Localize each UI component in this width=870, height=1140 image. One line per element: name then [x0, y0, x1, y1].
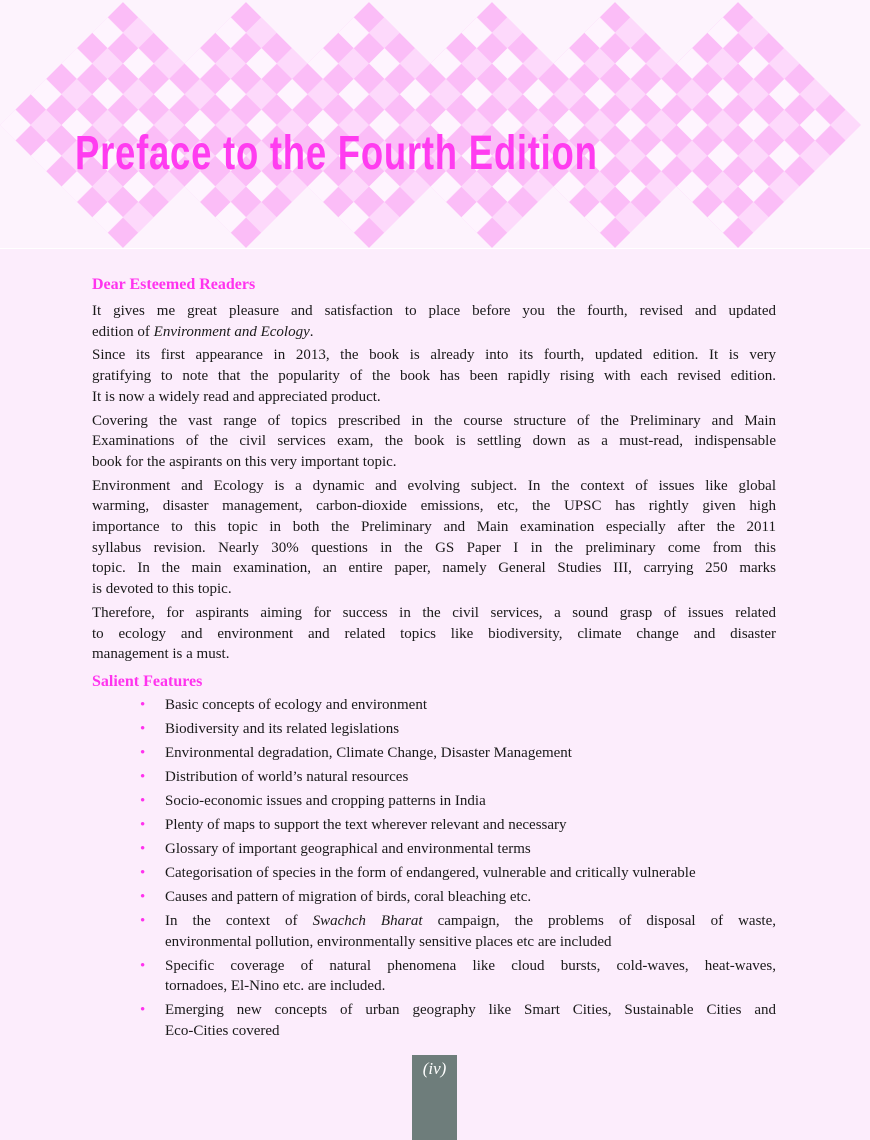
text-run: Glossary of important geographical and environmental terms	[165, 840, 531, 857]
text-run: Emerging new concepts of urban geography like Smart Cities, Sustainable Cities and	[165, 1002, 776, 1019]
text-line	[92, 603, 776, 624]
italic-title: Swachch Bharat	[312, 912, 423, 929]
text-line	[165, 932, 776, 953]
text-line	[165, 887, 776, 908]
text-line	[92, 517, 776, 538]
list-item	[92, 956, 776, 997]
text-run: warming, disaster management, carbon-dioxide emissions, etc, the UPSC has rightly given high	[92, 498, 776, 515]
text-run: management is a must.	[92, 646, 230, 663]
page-number: (iv)	[422, 1059, 447, 1078]
header-banner	[0, 0, 870, 249]
italic-title: Environment and Ecology	[153, 323, 310, 340]
text-run: Since its first appearance in 2013, the book is already into its fourth, updated edition. It is very	[92, 347, 776, 364]
list-item	[92, 815, 776, 836]
text-line	[165, 863, 776, 884]
list-item	[92, 767, 776, 788]
paragraph	[92, 603, 776, 665]
bullet-icon: •	[140, 888, 146, 905]
text-run: is devoted to this topic.	[92, 581, 232, 598]
text-run: It gives me great pleasure and satisfaction to place before you the fourth, revised and updated	[92, 303, 776, 319]
text-line	[92, 322, 776, 343]
text-line	[165, 695, 776, 716]
text-run: Categorisation of species in the form of endangered, vulnerable and critically vulnerable	[165, 864, 696, 881]
text-run: Environmental degradation, Climate Change, Disaster Management	[165, 744, 572, 761]
text-run: campaign, the problems of disposal of waste,	[422, 912, 776, 929]
text-run: Eco-Cities covered	[165, 1023, 280, 1040]
list-item	[92, 887, 776, 908]
checkered-diamond-pattern	[0, 0, 870, 248]
text-run: book for the aspirants on this very important topic.	[92, 453, 397, 470]
text-line	[165, 1021, 776, 1042]
text-run: importance to this topic in both the Preliminary and Main examination especially after the 2011	[92, 519, 776, 536]
text-line	[92, 476, 776, 497]
page-number-tab	[412, 1055, 457, 1140]
text-run: Examinations of the civil services exam, the book is settling down as a must-read, indispensable	[92, 433, 776, 450]
text-run: edition of	[92, 323, 154, 340]
bullet-icon: •	[140, 768, 146, 785]
text-line	[92, 345, 776, 366]
text-run: It is now a widely read and appreciated product.	[92, 388, 381, 405]
text-run: Distribution of world’s natural resources	[165, 768, 409, 785]
text-line	[165, 743, 776, 764]
list-item	[92, 839, 776, 860]
paragraph	[92, 476, 776, 600]
section-heading: Salient Features	[92, 672, 203, 690]
text-line	[165, 976, 776, 997]
text-line	[165, 911, 776, 932]
text-run: Basic concepts of ecology and environment	[165, 696, 428, 713]
list-item	[92, 863, 776, 884]
list-item	[92, 743, 776, 764]
list-item	[92, 791, 776, 812]
bullet-icon: •	[140, 792, 146, 809]
bullet-icon: •	[140, 957, 146, 974]
checkered-diamond	[615, 2, 861, 248]
text-line	[165, 719, 776, 740]
bullet-icon: •	[140, 912, 146, 929]
text-line	[165, 1000, 776, 1021]
text-run: Socio-economic issues and cropping patterns in India	[165, 792, 486, 809]
text-line	[92, 366, 776, 387]
text-line	[92, 496, 776, 517]
paragraph	[92, 345, 776, 407]
text-line	[92, 538, 776, 559]
text-line	[92, 301, 776, 322]
list-item	[92, 911, 776, 952]
text-line	[92, 644, 776, 665]
text-line	[165, 767, 776, 788]
list-item	[92, 695, 776, 716]
bullet-icon: •	[140, 696, 146, 713]
text-run: Specific coverage of natural phenomena like cloud bursts, cold-waves, heat-waves,	[165, 957, 776, 974]
paragraph	[92, 411, 776, 473]
list-item	[92, 719, 776, 740]
text-line	[92, 579, 776, 600]
text-line	[165, 791, 776, 812]
text-run: environmental pollution, environmentally sensitive places etc are included	[165, 933, 612, 950]
text-line	[92, 411, 776, 432]
list-item	[92, 1000, 776, 1041]
bullet-icon: •	[140, 1002, 146, 1019]
text-run: Plenty of maps to support the text wherever relevant and necessary	[165, 816, 567, 833]
text-line	[165, 839, 776, 860]
text-line	[92, 431, 776, 452]
text-run: to ecology and environment and related topics like biodiversity, climate change and disaster	[92, 625, 776, 642]
text-line	[92, 387, 776, 408]
text-run: In the context of	[165, 912, 313, 929]
text-run: Covering the vast range of topics prescribed in the course structure of the Preliminary and Main	[92, 412, 776, 429]
text-run: topic. In the main examination, an entire paper, namely General Studies III, carrying 250 marks	[92, 560, 776, 577]
text-run: .	[309, 323, 314, 340]
text-run: tornadoes, El-Nino etc. are included.	[165, 978, 386, 995]
salient-features-list	[92, 695, 776, 1042]
text-run: Biodiversity and its related legislations	[165, 720, 400, 737]
text-run: Causes and pattern of migration of birds, coral bleaching etc.	[165, 888, 532, 905]
bullet-icon: •	[140, 816, 146, 833]
text-line	[92, 624, 776, 645]
text-run: Environment and Ecology is a dynamic and evolving subject. In the context of issues like global	[92, 477, 776, 494]
bullet-icon: •	[140, 720, 146, 737]
text-run: syllabus revision. Nearly 30% questions in the GS Paper I in the preliminary come from this	[92, 539, 776, 556]
bullet-icon: •	[140, 864, 146, 881]
section-heading: Dear Esteemed Readers	[92, 276, 256, 293]
paragraph	[92, 301, 776, 342]
bullet-icon: •	[140, 840, 146, 857]
text-line	[165, 956, 776, 977]
text-line	[92, 558, 776, 579]
text-run: Therefore, for aspirants aiming for success in the civil services, a sound grasp of issues related	[92, 604, 776, 621]
text-line	[165, 815, 776, 836]
bullet-icon: •	[140, 744, 146, 761]
text-run: gratifying to note that the popularity of the book has been rapidly rising with each revised edition.	[92, 368, 776, 385]
preface-body	[92, 275, 776, 1045]
page-title: Preface to the Fourth Edition	[75, 127, 598, 180]
text-line	[92, 452, 776, 473]
